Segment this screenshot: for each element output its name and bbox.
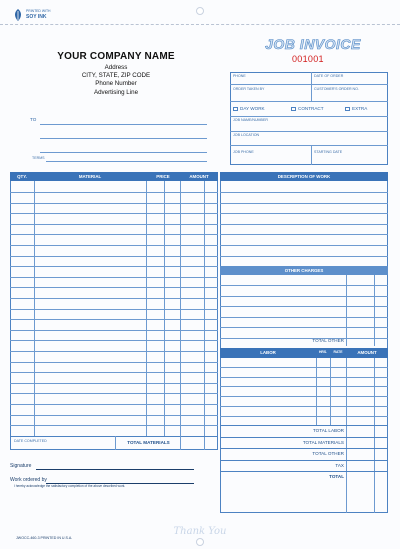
logo-brand: SOY INK	[26, 14, 47, 20]
material-row[interactable]	[10, 266, 218, 267]
job-info-divider	[311, 145, 312, 165]
description-row[interactable]	[220, 224, 388, 225]
thank-you-text: Thank You	[173, 526, 227, 537]
binding-hole	[196, 7, 204, 15]
other-charge-row[interactable]	[220, 317, 388, 318]
material-row[interactable]	[10, 393, 218, 394]
job-info-divider	[230, 101, 388, 102]
labor-cents-line	[374, 358, 375, 513]
contract-label: CONTRACT	[298, 106, 324, 111]
to-line[interactable]	[40, 152, 207, 153]
job-info-divider	[230, 84, 388, 85]
other-charge-row[interactable]	[220, 306, 388, 307]
signature-label: Signature	[10, 463, 32, 469]
labor-header: LABOR	[260, 350, 276, 355]
material-row[interactable]	[10, 309, 218, 310]
hrs-header: HRS.	[318, 350, 328, 354]
other-charges-header: OTHER CHARGES	[284, 268, 324, 273]
description-row[interactable]	[220, 213, 388, 214]
material-row[interactable]	[10, 224, 218, 225]
job-phone-label: JOB PHONE	[233, 150, 254, 154]
total-row-line	[220, 448, 388, 449]
total-row-line	[220, 437, 388, 438]
total-row-label: TAX	[335, 462, 344, 468]
printed-code: JWOCC-460-3 PRINTED IN U.S.A.	[16, 536, 73, 540]
material-header: MATERIAL	[78, 174, 102, 179]
description-row[interactable]	[220, 245, 388, 246]
total-row-label: TOTAL	[329, 474, 344, 479]
total-row-line	[220, 460, 388, 461]
total-row-label: TOTAL OTHER	[312, 451, 344, 456]
labor-amount-header: AMOUNT	[357, 350, 377, 355]
binding-hole	[196, 538, 204, 546]
material-row[interactable]	[10, 192, 218, 193]
footer-divider	[180, 436, 181, 450]
customers-order-no-label: CUSTOMER'S ORDER NO.	[314, 87, 359, 91]
job-info-divider	[230, 116, 388, 117]
job-location-label: JOB LOCATION	[233, 133, 260, 137]
perforation-line	[0, 24, 400, 25]
footer-divider	[115, 436, 116, 450]
labor-row[interactable]	[220, 416, 388, 417]
material-row[interactable]	[10, 298, 218, 299]
amount-header: AMOUNT	[189, 174, 209, 179]
date-of-order-label: DATE OF ORDER	[314, 74, 344, 78]
company-address: Address	[104, 64, 128, 71]
material-row[interactable]	[10, 330, 218, 331]
date-completed-label: DATE COMPLETED	[14, 439, 47, 443]
starting-date-label: STARTING DATE	[314, 150, 343, 154]
terms-line[interactable]	[46, 161, 207, 162]
material-row[interactable]	[10, 256, 218, 257]
phone-label: PHONE	[233, 74, 246, 78]
material-table-footer-line	[10, 436, 218, 437]
job-info-divider	[230, 145, 388, 146]
material-row[interactable]	[10, 340, 218, 341]
work-ordered-label: Work ordered by	[10, 477, 47, 483]
description-row[interactable]	[220, 234, 388, 235]
to-label: TO	[30, 117, 37, 122]
material-row[interactable]	[10, 351, 218, 352]
soy-ink-logo	[11, 8, 71, 22]
job-info-divider	[230, 131, 388, 132]
company-city: CITY, STATE, ZIP CODE	[81, 72, 151, 80]
material-row[interactable]	[10, 415, 218, 416]
company-name: YOUR COMPANY NAME	[57, 51, 175, 62]
other-charge-row[interactable]	[220, 285, 388, 286]
total-materials-label: TOTAL MATERIALS	[127, 440, 170, 445]
material-row[interactable]	[10, 425, 218, 426]
labor-row[interactable]	[220, 367, 388, 368]
material-row[interactable]	[10, 245, 218, 246]
rate-header: RATE	[333, 350, 343, 354]
other-charge-row[interactable]	[220, 296, 388, 297]
extra-checkbox[interactable]	[345, 107, 350, 111]
labor-row[interactable]	[220, 386, 388, 387]
labor-row[interactable]	[220, 396, 388, 397]
total-row-line	[220, 425, 388, 426]
total-row-line	[220, 471, 388, 472]
total-row-label: TOTAL MATERIALS	[302, 439, 344, 445]
description-row[interactable]	[220, 256, 388, 257]
material-row[interactable]	[10, 203, 218, 204]
soy-leaf-icon	[11, 8, 25, 22]
job-name-number-label: JOB NAME/NUMBER	[233, 118, 268, 122]
material-row[interactable]	[10, 213, 218, 214]
document-title: JOB INVOICE	[265, 36, 361, 52]
material-row[interactable]	[10, 372, 218, 373]
material-row[interactable]	[10, 404, 218, 405]
terms-label: TERMS	[32, 156, 45, 160]
labor-amount-line	[346, 358, 347, 513]
other-charge-row[interactable]	[220, 327, 388, 328]
material-row[interactable]	[10, 319, 218, 320]
order-taken-by-label: ORDER TAKEN BY	[233, 87, 265, 91]
company-phone: Phone Number	[95, 80, 137, 88]
amount-cents-line	[204, 181, 205, 450]
material-row[interactable]	[10, 277, 218, 278]
contract-checkbox[interactable]	[291, 107, 296, 111]
total-row-label: TOTAL LABOR	[312, 428, 344, 433]
description-row[interactable]	[220, 203, 388, 204]
day-work-checkbox[interactable]	[233, 107, 238, 111]
labor-row[interactable]	[220, 377, 388, 378]
to-line[interactable]	[40, 124, 207, 125]
price-header: PRICE	[156, 174, 170, 179]
material-row[interactable]	[10, 362, 218, 363]
signature-line[interactable]	[36, 469, 194, 470]
company-block	[40, 51, 192, 97]
material-row[interactable]	[10, 234, 218, 235]
description-row[interactable]	[220, 192, 388, 193]
invoice-number: 001001	[292, 54, 324, 64]
acknowledgement-text: I hereby acknowledge the satisfactory completion of the above described work.	[14, 484, 126, 488]
qty-header: QTY.	[17, 174, 27, 179]
material-row[interactable]	[10, 383, 218, 384]
labor-row[interactable]	[220, 406, 388, 407]
total-other-label: TOTAL OTHER	[312, 338, 344, 343]
material-row[interactable]	[10, 287, 218, 288]
description-header: DESCRIPTION OF WORK	[277, 174, 331, 179]
day-work-label: DAY WORK	[240, 106, 265, 111]
to-line[interactable]	[40, 138, 207, 139]
company-advertising: Advertising Line	[93, 88, 139, 96]
job-info-divider	[311, 84, 312, 101]
logo-tagline: PRINTED WITH	[26, 9, 51, 13]
extra-label: EXTRA	[352, 106, 368, 111]
